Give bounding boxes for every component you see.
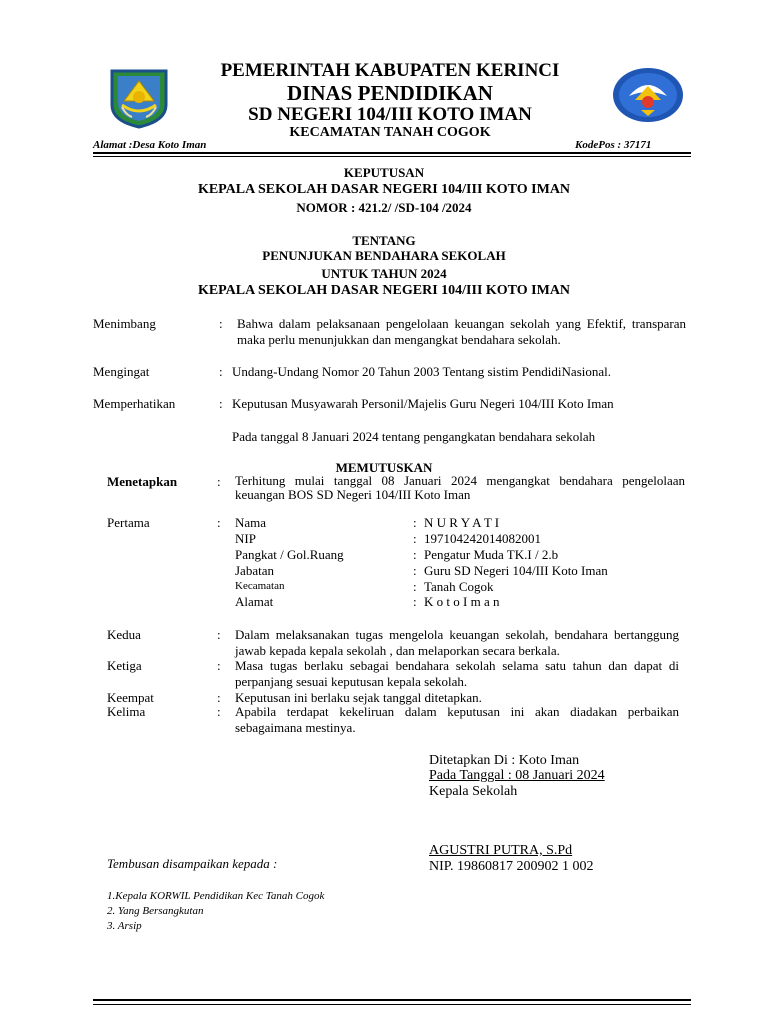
- memperhatikan-text: Keputusan Musyawarah Personil/Majelis Guru Negeri 104/III Koto Iman: [232, 396, 614, 411]
- pertama-label: Pertama: [107, 515, 150, 530]
- district-name: KECAMATAN TANAH COGOK: [289, 125, 491, 140]
- field-value-jabatan: Guru SD Negeri 104/III Koto Iman: [424, 563, 608, 578]
- field-label: Pangkat / Gol.Ruang: [235, 547, 344, 562]
- header-rule-thick: [93, 152, 691, 154]
- tembusan-item: 2. Yang Bersangkutan: [107, 905, 204, 917]
- menetapkan-text: Terhitung mulai tanggal 08 Januari 2024 mengangkat bendahara pengelolaan keuangan BOS SD Negeri 104/III Koto Iman: [235, 473, 685, 502]
- ketiga-text: Masa tugas berlaku sebagai bendahara sekolah selama satu tahun dan dapat di perpanjang sesuai keputusan kepala sekolah.: [235, 658, 679, 689]
- keempat-colon: :: [217, 690, 221, 705]
- signatory-position: Kepala Sekolah: [429, 784, 518, 799]
- school-address: Alamat :Desa Koto Iman: [93, 139, 207, 151]
- government-name: PEMERINTAH KABUPATEN KERINCI: [220, 60, 560, 81]
- kedua-text: Dalam melaksanakan tugas mengelola keuangan sekolah, bendahara bertanggung jawab kepada kepala sekolah , dan melaporkan secara berkala.: [235, 627, 679, 658]
- field-colon: :: [413, 515, 417, 530]
- subject-title: PENUNJUKAN BENDAHARA SEKOLAH: [262, 248, 506, 263]
- decree-number: NOMOR : 421.2/ /SD-104 /2024: [296, 200, 472, 215]
- menetapkan-label: Menetapkan: [107, 474, 178, 489]
- field-label: NIP: [235, 531, 256, 546]
- kedua-colon: :: [217, 627, 221, 642]
- field-value-nama: N U R Y A T I: [424, 515, 500, 530]
- field-label: Kecamatan: [235, 580, 285, 592]
- signatory-name: AGUSTRI PUTRA, S.Pd: [429, 843, 573, 858]
- header-rule-thin: [93, 156, 691, 157]
- decree-issuer: KEPALA SEKOLAH DASAR NEGERI 104/III KOTO IMAN: [197, 182, 571, 197]
- decree-heading: KEPUTUSAN: [343, 165, 425, 180]
- field-colon: :: [413, 594, 417, 609]
- ditetapkan-place: Ditetapkan Di : Koto Iman: [429, 753, 580, 768]
- tembusan-item: 3. Arsip: [107, 920, 142, 932]
- menimbang-colon: :: [219, 316, 223, 331]
- memperhatikan-label: Memperhatikan: [93, 396, 176, 411]
- pertama-colon: :: [217, 515, 221, 530]
- office-name: DINAS PENDIDIKAN: [287, 81, 493, 105]
- field-value-nip: 197104242014082001: [424, 531, 541, 546]
- signatory-nip: NIP. 19860817 200902 1 002: [429, 859, 594, 874]
- ketiga-colon: :: [217, 658, 221, 673]
- subject-issuer: KEPALA SEKOLAH DASAR NEGERI 104/III KOTO IMAN: [197, 283, 571, 298]
- memperhatikan-colon: :: [219, 396, 223, 411]
- pada-tanggal-text: Pada tanggal 8 Januari 2024 tentang pengangkatan bendahara sekolah: [232, 429, 596, 444]
- school-name: SD NEGERI 104/III KOTO IMAN: [248, 104, 532, 125]
- kelima-label: Kelima: [107, 704, 146, 719]
- keempat-text: Keputusan ini berlaku sejak tanggal ditetapkan.: [235, 690, 482, 705]
- mengingat-text: Undang-Undang Nomor 20 Tahun 2003 Tentang sistim PendidiNasional.: [232, 364, 611, 379]
- field-value-alamat: K o t o I m a n: [424, 594, 500, 609]
- field-colon: :: [413, 547, 417, 562]
- mengingat-label: Mengingat: [93, 364, 150, 379]
- keempat-label: Keempat: [107, 690, 154, 705]
- menimbang-text: Bahwa dalam pelaksanaan pengelolaan keuangan sekolah yang Efektif, transparan maka perlu menunjukkan dan mengangkat bendahara sekolah.: [237, 316, 686, 347]
- field-label: Alamat: [235, 594, 274, 609]
- field-label: Nama: [235, 515, 267, 530]
- kelima-colon: :: [217, 704, 221, 719]
- kedua-label: Kedua: [107, 627, 141, 642]
- subject-year: UNTUK TAHUN 2024: [321, 266, 447, 281]
- field-value-pangkat: Pengatur Muda TK.I / 2.b: [424, 547, 559, 562]
- field-colon: :: [413, 531, 417, 546]
- field-value-kecamatan: Tanah Cogok: [424, 579, 494, 594]
- field-colon: :: [413, 579, 417, 594]
- postal-code: KodePos : 37171: [575, 139, 652, 151]
- footer-rule-thick: [93, 999, 691, 1001]
- menimbang-label: Menimbang: [93, 316, 156, 331]
- memutuskan-heading: MEMUTUSKAN: [335, 460, 433, 475]
- menetapkan-colon: :: [217, 474, 221, 489]
- kelima-text: Apabila terdapat kekeliruan dalam keputusan ini akan diadakan perbaikan sebagaimana mestinya.: [235, 704, 679, 735]
- ketiga-label: Ketiga: [107, 658, 142, 673]
- field-colon: :: [413, 563, 417, 578]
- tembusan-item: 1.Kepala KORWIL Pendidikan Kec Tanah Cogok: [107, 890, 325, 902]
- footer-rule-thin: [93, 1004, 691, 1005]
- ditetapkan-date: Pada Tanggal : 08 Januari 2024: [429, 768, 605, 783]
- subject-heading: TENTANG: [352, 233, 416, 248]
- mengingat-colon: :: [219, 364, 223, 379]
- tembusan-title: Tembusan disampaikan kepada :: [107, 856, 278, 871]
- field-label: Jabatan: [235, 563, 274, 578]
